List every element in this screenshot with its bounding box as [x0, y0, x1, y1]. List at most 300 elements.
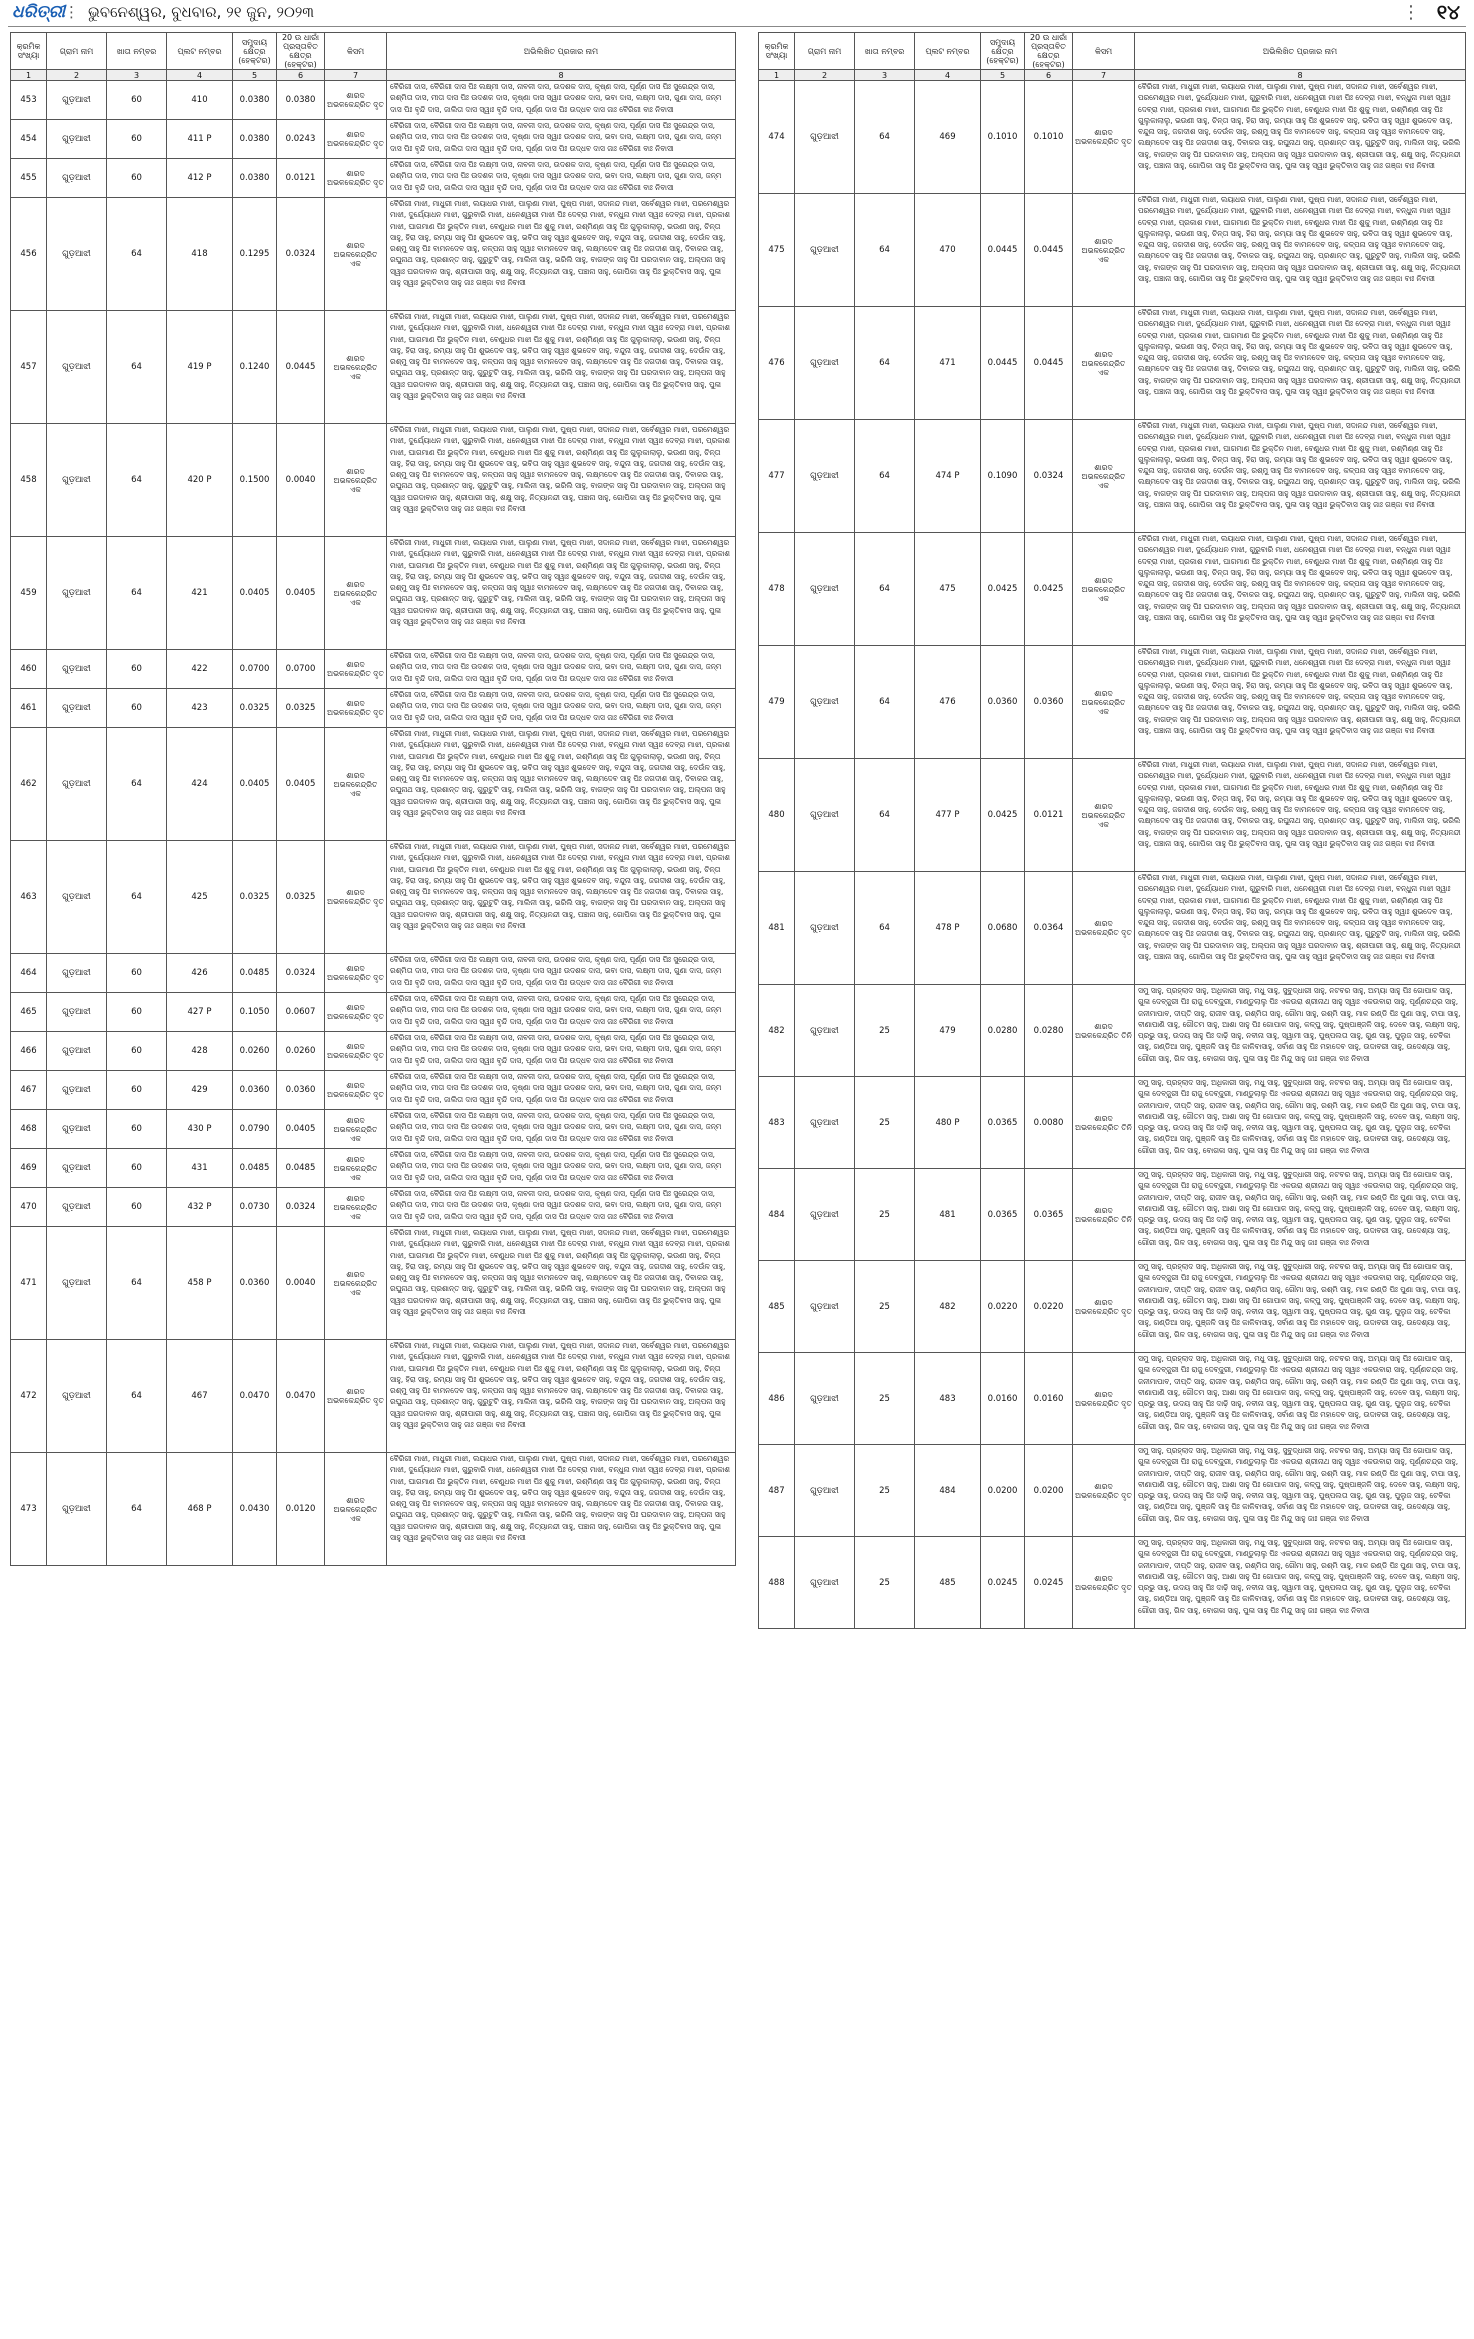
serial-cell: 470	[11, 1188, 47, 1227]
village-cell: ଗୁଡ଼ଆଝୀ	[47, 159, 107, 198]
proposed-area-cell: 0.0325	[277, 689, 325, 728]
serial-cell: 482	[759, 985, 795, 1077]
table-row	[11, 198, 736, 311]
kisam-cell: ଶାରଦ ଅଭଳକେନ୍ଦ୍ରିତ ଏକ	[325, 1110, 387, 1149]
village-cell: ଗୁଡ଼ଆଝୀ	[47, 198, 107, 311]
kisam-cell: ଶାରଦ ଅଭଳକେନ୍ଦ୍ରିତ ଏକ	[325, 1149, 387, 1188]
owners-cell: ସମୁ ସାହୁ, ପ୍ରହ୍ଲାଦ ସାହୁ, ଅଧିକାରୀ ସାହୁ, ମଧୁ ସାହୁ, ସୁବୁଦ୍ଧାରୀ ସାହୁ, ନଟବର ସାହୁ, ଅମ୍ୟା ସାହୁ ପିଃ ଗୋପାଳ ସାହୁ, ଗୁଳା ଦେବ୍ଜୁରୀ ପିଃ ରାଜୁ ଦେବ୍ଜୁରୀ, ମାଣ୍ଡୁଲାଲୁ ପିଃ ଏକଉରା ଶ୍ରୀନାଥ ସାହୁ ସ୍ୱାଃ ଏକଉବାରା ସାହୁ, ପୂର୍ଣ୍ଣଚନ୍ଦ୍ର ସାହୁ, ଜନୀମାପାବ, ଦୀପ୍ତି ସାହୁ, ରାଜୀବ ସାହୁ, ରଶ୍ମିତା ସାହୁ, ଗୌମା ସାହୁ, ରଶ୍ମି ସାହୁ, ମାଳ ରଣ୍ଡି ପିଃ ପୁଣା ସାହୁ, ଟାପା ସାହୁ, ବୀଣାପାଣି ସାହୁ, ଗୌତମ ସାହୁ, ଆଶା ସାହୁ ପିଃ ଗୋପାଳ ସାହୁ, କଳ୍ପୁ ସାହୁ, ପୁଷ୍ପାଞ୍ଜଳି ସାହୁ, ଦେବେ ସାହୁ, ଲକ୍ଷ୍ମୀ ସାହୁ, ପ୍ରଭୁ ସାହୁ, ଉଦୟ ସାହୁ ପିଃ ଦାଢ଼ି ସାହୁ, ନବୀନା ସାହୁ, ସ୍ୱାମୀ ସାହୁ, ପୁଷ୍ପଲତା ସାହୁ, ଗୁଣ ସାହୁ, ପୁଲୁଜ ସାହୁ, ଟେବିକା ସାହୁ, ଗଣ୍ଡିଆ ସାହୁ, ପୁଞ୍ଜଳି ସାହୁ ପିଃ କାଳିବାସାହୁ, ସର୍ବାଣ ସାହୁ ପିଃ ମହାଦେବ ସାହୁ, ଉଦାବରୀ ସାହୁ, ଉଦେଶ୍ୟା ସାହୁ, ଗୌରୀ ସାହୁ, ଗିଳ ସାହୁ, ବୋଗଳା ସାହୁ, ପୁଳା ସାହୁ ପିଃ ମିନ୍ଦୁ ସାହୁ ଜାଃ ଗଞ୍ଜା ବାଃ ନିବାସୀ	[1135, 1445, 1466, 1537]
plot-cell: 479	[915, 985, 981, 1077]
total-area-cell: 0.0405	[233, 537, 277, 650]
header-kisam: କିସମ	[1073, 33, 1135, 70]
plot-cell: 422	[167, 650, 233, 689]
total-area-cell: 0.1240	[233, 311, 277, 424]
table-row	[11, 689, 736, 728]
proposed-area-cell: 0.1010	[1025, 81, 1073, 194]
table-row	[11, 1227, 736, 1340]
village-cell: ଗୁଡ଼ଆଝୀ	[795, 194, 855, 307]
village-cell: ଗୁଡ଼ଆଝୀ	[47, 954, 107, 993]
plot-cell: 471	[915, 307, 981, 420]
khata-cell: 64	[107, 1227, 167, 1340]
table-row	[11, 1188, 736, 1227]
khata-cell: 25	[855, 1445, 915, 1537]
owners-cell: ବୈରିଗୀ ଦାସ, ବୈରିଗୀ ଦାସ ପିଃ ଲକ୍ଷ୍ମୀ ଦାସ, ନାବଳୀ ଦାସ, ଉଦଶକ ଦାସ, କୃଷ୍ଣ ଦାସ, ପୂର୍ଣ୍ଣ ଦାସ ପିଃ ସୁରେନ୍ଦ୍ର ଦାସ, ରଶ୍ମିତା ଦାସ, ମୀତା ଦାସ ପିଃ ଉଦଶକ ଦାସ, କୃଷ୍ଣା ଦାସ ସ୍ୱାଃ ଉଦଶକ ଦାସ, ଭବା ଦାସ, ଲକ୍ଷ୍ମୀ ଦାସ, ଗୁଣା ଦାସ, ଜନ୍ମ ଦାସ ପିଃ ବୃନ୍ଦି ଦାସ, ଜାଲିତା ଦାସ ସ୍ୱାଃ ବୃନ୍ଦି ଦାସ, ପୂର୍ଣ୍ଣ ଦାସ ପିଃ ଉଦ୍ଧବ ଦାସ ଜାଃ ବୈରିଗୀ ବାଃ ନିବାସୀ	[387, 689, 736, 728]
total-area-cell: 0.0425	[981, 759, 1025, 872]
table-row	[11, 993, 736, 1032]
proposed-area-cell: 0.0485	[277, 1149, 325, 1188]
proposed-area-cell: 0.0405	[277, 537, 325, 650]
serial-cell: 468	[11, 1110, 47, 1149]
owners-cell: ସମୁ ସାହୁ, ପ୍ରହ୍ଲାଦ ସାହୁ, ଅଧିକାରୀ ସାହୁ, ମଧୁ ସାହୁ, ସୁବୁଦ୍ଧାରୀ ସାହୁ, ନଟବର ସାହୁ, ଅମ୍ୟା ସାହୁ ପିଃ ଗୋପାଳ ସାହୁ, ଗୁଳା ଦେବ୍ଜୁରୀ ପିଃ ରାଜୁ ଦେବ୍ଜୁରୀ, ମାଣ୍ଡୁଲାଲୁ ପିଃ ଏକଉରା ଶ୍ରୀନାଥ ସାହୁ ସ୍ୱାଃ ଏକଉବାରା ସାହୁ, ପୂର୍ଣ୍ଣଚନ୍ଦ୍ର ସାହୁ, ଜନୀମାପାବ, ଦୀପ୍ତି ସାହୁ, ରାଜୀବ ସାହୁ, ରଶ୍ମିତା ସାହୁ, ଗୌମା ସାହୁ, ରଶ୍ମି ସାହୁ, ମାଳ ରଣ୍ଡି ପିଃ ପୁଣା ସାହୁ, ଟାପା ସାହୁ, ବୀଣାପାଣି ସାହୁ, ଗୌତମ ସାହୁ, ଆଶା ସାହୁ ପିଃ ଗୋପାଳ ସାହୁ, କଳ୍ପୁ ସାହୁ, ପୁଷ୍ପାଞ୍ଜଳି ସାହୁ, ଦେବେ ସାହୁ, ଲକ୍ଷ୍ମୀ ସାହୁ, ପ୍ରଭୁ ସାହୁ, ଉଦୟ ସାହୁ ପିଃ ଦାଢ଼ି ସାହୁ, ନବୀନା ସାହୁ, ସ୍ୱାମୀ ସାହୁ, ପୁଷ୍ପଲତା ସାହୁ, ଗୁଣ ସାହୁ, ପୁଲୁଜ ସାହୁ, ଟେବିକା ସାହୁ, ଗଣ୍ଡିଆ ସାହୁ, ପୁଞ୍ଜଳି ସାହୁ ପିଃ କାଳିବାସାହୁ, ସର୍ବାଣ ସାହୁ ପିଃ ମହାଦେବ ସାହୁ, ଉଦାବରୀ ସାହୁ, ଉଦେଶ୍ୟା ସାହୁ, ଗୌରୀ ସାହୁ, ଗିଳ ସାହୁ, ବୋଗଳା ସାହୁ, ପୁଳା ସାହୁ ପିଃ ମିନ୍ଦୁ ସାହୁ ଜାଃ ଗଞ୍ଜା ବାଃ ନିବାସୀ	[1135, 1077, 1466, 1169]
serial-cell: 476	[759, 307, 795, 420]
newspaper-logo: ଧରିତ୍ରୀ	[12, 2, 66, 22]
serial-cell: 466	[11, 1032, 47, 1071]
owners-cell: ବୈରିଗୀ ଦାସ, ବୈରିଗୀ ଦାସ ପିଃ ଲକ୍ଷ୍ମୀ ଦାସ, ନାବଳୀ ଦାସ, ଉଦଶକ ଦାସ, କୃଷ୍ଣ ଦାସ, ପୂର୍ଣ୍ଣ ଦାସ ପିଃ ସୁରେନ୍ଦ୍ର ଦାସ, ରଶ୍ମିତା ଦାସ, ମୀତା ଦାସ ପିଃ ଉଦଶକ ଦାସ, କୃଷ୍ଣା ଦାସ ସ୍ୱାଃ ଉଦଶକ ଦାସ, ଭବା ଦାସ, ଲକ୍ଷ୍ମୀ ଦାସ, ଗୁଣା ଦାସ, ଜନ୍ମ ଦାସ ପିଃ ବୃନ୍ଦି ଦାସ, ଜାଲିତା ଦାସ ସ୍ୱାଃ ବୃନ୍ଦି ଦାସ, ପୂର୍ଣ୍ଣ ଦାସ ପିଃ ଉଦ୍ଧବ ଦାସ ଜାଃ ବୈରିଗୀ ବାଃ ନିବାସୀ	[387, 993, 736, 1032]
total-area-cell: 0.1090	[981, 420, 1025, 533]
kisam-cell: ଶାରଦ ଅଭଳକେନ୍ଦ୍ରିତ ଏକ	[1073, 533, 1135, 646]
serial-cell: 485	[759, 1261, 795, 1353]
khata-cell: 25	[855, 1077, 915, 1169]
kisam-cell: ଶାରଦ ଅଭଳକେନ୍ଦ୍ରିତ ଏକ	[1073, 420, 1135, 533]
table-row	[759, 1445, 1466, 1537]
kisam-cell: ଶାରଦ ଅଭଳକେନ୍ଦ୍ରିତ ଦୃତ	[325, 159, 387, 198]
serial-cell: 472	[11, 1340, 47, 1453]
village-cell: ଗୁଡ଼ଆଝୀ	[795, 1537, 855, 1629]
village-cell: ଗୁଡ଼ଆଝୀ	[795, 759, 855, 872]
table-row	[759, 81, 1466, 194]
total-area-cell: 0.0380	[233, 159, 277, 198]
serial-cell: 480	[759, 759, 795, 872]
total-area-cell: 0.1050	[233, 993, 277, 1032]
total-area-cell: 0.0485	[233, 1149, 277, 1188]
total-area-cell: 0.0220	[981, 1261, 1025, 1353]
plot-cell: 426	[167, 954, 233, 993]
owners-cell: ସମୁ ସାହୁ, ପ୍ରହ୍ଲାଦ ସାହୁ, ଅଧିକାରୀ ସାହୁ, ମଧୁ ସାହୁ, ସୁବୁଦ୍ଧାରୀ ସାହୁ, ନଟବର ସାହୁ, ଅମ୍ୟା ସାହୁ ପିଃ ଗୋପାଳ ସାହୁ, ଗୁଳା ଦେବ୍ଜୁରୀ ପିଃ ରାଜୁ ଦେବ୍ଜୁରୀ, ମାଣ୍ଡୁଲାଲୁ ପିଃ ଏକଉରା ଶ୍ରୀନାଥ ସାହୁ ସ୍ୱାଃ ଏକଉବାରା ସାହୁ, ପୂର୍ଣ୍ଣଚନ୍ଦ୍ର ସାହୁ, ଜନୀମାପାବ, ଦୀପ୍ତି ସାହୁ, ରାଜୀବ ସାହୁ, ରଶ୍ମିତା ସାହୁ, ଗୌମା ସାହୁ, ରଶ୍ମି ସାହୁ, ମାଳ ରଣ୍ଡି ପିଃ ପୁଣା ସାହୁ, ଟାପା ସାହୁ, ବୀଣାପାଣି ସାହୁ, ଗୌତମ ସାହୁ, ଆଶା ସାହୁ ପିଃ ଗୋପାଳ ସାହୁ, କଳ୍ପୁ ସାହୁ, ପୁଷ୍ପାଞ୍ଜଳି ସାହୁ, ଦେବେ ସାହୁ, ଲକ୍ଷ୍ମୀ ସାହୁ, ପ୍ରଭୁ ସାହୁ, ଉଦୟ ସାହୁ ପିଃ ଦାଢ଼ି ସାହୁ, ନବୀନା ସାହୁ, ସ୍ୱାମୀ ସାହୁ, ପୁଷ୍ପଲତା ସାହୁ, ଗୁଣ ସାହୁ, ପୁଲୁଜ ସାହୁ, ଟେବିକା ସାହୁ, ଗଣ୍ଡିଆ ସାହୁ, ପୁଞ୍ଜଳି ସାହୁ ପିଃ କାଳିବାସାହୁ, ସର୍ବାଣ ସାହୁ ପିଃ ମହାଦେବ ସାହୁ, ଉଦାବରୀ ସାହୁ, ଉଦେଶ୍ୟା ସାହୁ, ଗୌରୀ ସାହୁ, ଗିଳ ସାହୁ, ବୋଗଳା ସାହୁ, ପୁଳା ସାହୁ ପିଃ ମିନ୍ଦୁ ସାହୁ ଜାଃ ଗଞ୍ଜା ବାଃ ନିବାସୀ	[1135, 1261, 1466, 1353]
total-area-cell: 0.0360	[233, 1071, 277, 1110]
serial-cell: 463	[11, 841, 47, 954]
plot-cell: 474 P	[915, 420, 981, 533]
plot-cell: 458 P	[167, 1227, 233, 1340]
village-cell: ଗୁଡ଼ଆଝୀ	[795, 1353, 855, 1445]
khata-cell: 60	[107, 120, 167, 159]
serial-cell: 475	[759, 194, 795, 307]
serial-cell: 453	[11, 81, 47, 120]
proposed-area-cell: 0.0040	[277, 1227, 325, 1340]
header-proposed-area: 20 ଉ ଧାରାଁ ପ୍ରସ୍ତାବିତ କ୍ଷେତ୍ର (ହେକ୍ଟର)	[277, 33, 325, 70]
owners-cell: ସମୁ ସାହୁ, ପ୍ରହ୍ଲାଦ ସାହୁ, ଅଧିକାରୀ ସାହୁ, ମଧୁ ସାହୁ, ସୁବୁଦ୍ଧାରୀ ସାହୁ, ନଟବର ସାହୁ, ଅମ୍ୟା ସାହୁ ପିଃ ଗୋପାଳ ସାହୁ, ଗୁଳା ଦେବ୍ଜୁରୀ ପିଃ ରାଜୁ ଦେବ୍ଜୁରୀ, ମାଣ୍ଡୁଲାଲୁ ପିଃ ଏକଉରା ଶ୍ରୀନାଥ ସାହୁ ସ୍ୱାଃ ଏକଉବାରା ସାହୁ, ପୂର୍ଣ୍ଣଚନ୍ଦ୍ର ସାହୁ, ଜନୀମାପାବ, ଦୀପ୍ତି ସାହୁ, ରାଜୀବ ସାହୁ, ରଶ୍ମିତା ସାହୁ, ଗୌମା ସାହୁ, ରଶ୍ମି ସାହୁ, ମାଳ ରଣ୍ଡି ପିଃ ପୁଣା ସାହୁ, ଟାପା ସାହୁ, ବୀଣାପାଣି ସାହୁ, ଗୌତମ ସାହୁ, ଆଶା ସାହୁ ପିଃ ଗୋପାଳ ସାହୁ, କଳ୍ପୁ ସାହୁ, ପୁଷ୍ପାଞ୍ଜଳି ସାହୁ, ଦେବେ ସାହୁ, ଲକ୍ଷ୍ମୀ ସାହୁ, ପ୍ରଭୁ ସାହୁ, ଉଦୟ ସାହୁ ପିଃ ଦାଢ଼ି ସାହୁ, ନବୀନା ସାହୁ, ସ୍ୱାମୀ ସାହୁ, ପୁଷ୍ପଲତା ସାହୁ, ଗୁଣ ସାହୁ, ପୁଲୁଜ ସାହୁ, ଟେବିକା ସାହୁ, ଗଣ୍ଡିଆ ସାହୁ, ପୁଞ୍ଜଳି ସାହୁ ପିଃ କାଳିବାସାହୁ, ସର୍ବାଣ ସାହୁ ପିଃ ମହାଦେବ ସାହୁ, ଉଦାବରୀ ସାହୁ, ଉଦେଶ୍ୟା ସାହୁ, ଗୌରୀ ସାହୁ, ଗିଳ ସାହୁ, ବୋଗଳା ସାହୁ, ପୁଳା ସାହୁ ପିଃ ମିନ୍ଦୁ ସାହୁ ଜାଃ ଗଞ୍ଜା ବାଃ ନିବାସୀ	[1135, 1537, 1466, 1629]
serial-cell: 484	[759, 1169, 795, 1261]
total-area-cell: 0.0325	[233, 689, 277, 728]
kisam-cell: ଶାରଦ ଅଭଳକେନ୍ଦ୍ରିତ ଏକ	[1073, 646, 1135, 759]
plot-cell: 427 P	[167, 993, 233, 1032]
plot-cell: 423	[167, 689, 233, 728]
table-row	[11, 1340, 736, 1453]
column-number: 2	[795, 70, 855, 81]
khata-cell: 64	[855, 194, 915, 307]
total-area-cell: 0.0730	[233, 1188, 277, 1227]
header-plot: ପ୍ଲଟ ନମ୍ବର	[915, 33, 981, 70]
owners-cell: ବୈରିଗୀ ଦାସ, ବୈରିଗୀ ଦାସ ପିଃ ଲକ୍ଷ୍ମୀ ଦାସ, ନାବଳୀ ଦାସ, ଉଦଶକ ଦାସ, କୃଷ୍ଣ ଦାସ, ପୂର୍ଣ୍ଣ ଦାସ ପିଃ ସୁରେନ୍ଦ୍ର ଦାସ, ରଶ୍ମିତା ଦାସ, ମୀତା ଦାସ ପିଃ ଉଦଶକ ଦାସ, କୃଷ୍ଣା ଦାସ ସ୍ୱାଃ ଉଦଶକ ଦାସ, ଭବା ଦାସ, ଲକ୍ଷ୍ମୀ ଦାସ, ଗୁଣା ଦାସ, ଜନ୍ମ ଦାସ ପିଃ ବୃନ୍ଦି ଦାସ, ଜାଲିତା ଦାସ ସ୍ୱାଃ ବୃନ୍ଦି ଦାସ, ପୂର୍ଣ୍ଣ ଦାସ ପିଃ ଉଦ୍ଧବ ଦାସ ଜାଃ ବୈରିଗୀ ବାଃ ନିବାସୀ	[387, 81, 736, 120]
total-area-cell: 0.0425	[981, 533, 1025, 646]
table-row	[759, 985, 1466, 1077]
masthead	[8, 0, 1466, 27]
khata-cell: 25	[855, 1353, 915, 1445]
total-area-cell: 0.0430	[233, 1453, 277, 1566]
column-number-row	[11, 70, 736, 81]
owners-cell: ବୈରିଗୀ ଦାସ, ବୈରିଗୀ ଦାସ ପିଃ ଲକ୍ଷ୍ମୀ ଦାସ, ନାବଳୀ ଦାସ, ଉଦଶକ ଦାସ, କୃଷ୍ଣ ଦାସ, ପୂର୍ଣ୍ଣ ଦାସ ପିଃ ସୁରେନ୍ଦ୍ର ଦାସ, ରଶ୍ମିତା ଦାସ, ମୀତା ଦାସ ପିଃ ଉଦଶକ ଦାସ, କୃଷ୍ଣା ଦାସ ସ୍ୱାଃ ଉଦଶକ ଦାସ, ଭବା ଦାସ, ଲକ୍ଷ୍ମୀ ଦାସ, ଗୁଣା ଦାସ, ଜନ୍ମ ଦାସ ପିଃ ବୃନ୍ଦି ଦାସ, ଜାଲିତା ଦାସ ସ୍ୱାଃ ବୃନ୍ଦି ଦାସ, ପୂର୍ଣ୍ଣ ଦାସ ପିଃ ଉଦ୍ଧବ ଦାସ ଜାଃ ବୈରିଗୀ ବାଃ ନିବାସୀ	[387, 1032, 736, 1071]
plot-cell: 411 P	[167, 120, 233, 159]
proposed-area-cell: 0.0120	[277, 1453, 325, 1566]
table-row	[759, 1261, 1466, 1353]
serial-cell: 467	[11, 1071, 47, 1110]
proposed-area-cell: 0.0425	[1025, 533, 1073, 646]
khata-cell: 60	[107, 81, 167, 120]
proposed-area-cell: 0.0405	[277, 728, 325, 841]
page-number-separator: ⋮	[1402, 2, 1420, 23]
khata-cell: 25	[855, 985, 915, 1077]
table-row	[759, 759, 1466, 872]
khata-cell: 64	[855, 646, 915, 759]
kisam-cell: ଶାରଦ ଅଭଳକେନ୍ଦ୍ରିତ ଦୃତ	[325, 993, 387, 1032]
serial-cell: 473	[11, 1453, 47, 1566]
village-cell: ଗୁଡ଼ଆଝୀ	[47, 81, 107, 120]
owners-cell: ବୈରିଗୀ ମାଝୀ, ମାଧୁରୀ ମାଝୀ, ଲୟାଧର ମାଝୀ, ପାଲୁଣା ମାଝୀ, ପୁଷ୍ପ ମାଝୀ, ସଦାନନ୍ଦ ମାଝୀ, ସର୍ବେଶ୍ୱର ମାଝୀ, ପରମେଶ୍ୱର ମାଝୀ, ଦୁର୍ଯ୍ୟୋଧନ ମାଝୀ, ଗୁରୁବାରି ମାଝୀ, ଧନେଶ୍ୱରୀ ମାଝୀ ପିଃ ଦେବ୍ରା ମାଝୀ, ବନ୍ଧୁନା ମାଝୀ ସ୍ୱାଃ ଦେବ୍ରା ମାଝୀ, ପ୍ରକାଶ ମାଝୀ, ଘାଗମାଣ ପିଃ ଭୁକ୍ତିନ ମାଝୀ, ବେଣୁଧର ମାଝୀ ପିଃ ଶୁକୁ ମାଝୀ, ରଶ୍ମିଣ୍ଣ ସାହୁ ପିଃ ଗୁଲୁକାଲାଲୁ, ଭଉଣୀ ସାହୁ, ଚିନ୍ତା ସାହୁ, ହିରା ସାହୁ, ରମ୍ୟା ସାହୁ ପିଃ ଶୁଭଦେବ ସାହୁ, ଭବିତା ସାହୁ ସ୍ୱାଃ ଶୁଭଦେବ ସାହୁ, ବନ୍ଦୁନା ସାହୁ, ଜଗଦୀଶ ସାହୁ, ଦେଉଁଳ ସାହୁ, ରଶ୍ମୁ ସାହୁ ପିଃ ବାମନଦେବ ସାହୁ, କଳ୍ପନା ସାହୁ ସ୍ୱାଃ ବାମନଦେବ ସାହୁ, ଲକ୍ଷ୍ମଦେବ ସାହୁ ପିଃ ଜଗଦୀଶ ସାହୁ, ଦିବାକର ସାହୁ, ରଘୁନାଥ ସାହୁ, ପ୍ରଶାନ୍ତ ସାହୁ, ଗୁରୁଟୁଟି ସାହୁ, ମାଲିନୀ ସାହୁ, ଭରିଲି ସାହୁ, ବାଗଙ୍କ ସାହୁ ପିଃ ଘରଦାବାନ ସାହୁ, ଅଲ୍ପନା ସାହୁ ସ୍ୱାଃ ଘରଦାବାନ ସାହୁ, ଶ୍ରୀପାରୀ ସାହୁ, ଶକ୍ଷୁ ସାହୁ, ନିତ୍ୟାନନ୍ଦୀ ସାହୁ, ପଞ୍ଚାନା ସାହୁ, ଗୋପିକା ସାହୁ ପିଃ ଭୁକ୍ତିବାସ ସାହୁ, ପୁଳା ସାହୁ ସ୍ୱାଃ ଭୁକ୍ତିବାସ ସାହୁ ଜାଃ ଗଞ୍ଜା ବାଃ ନିବାସୀ	[1135, 533, 1466, 646]
header-serial: କ୍ରମିକ ସଂଖ୍ୟା	[11, 33, 47, 70]
serial-cell: 474	[759, 81, 795, 194]
serial-cell: 457	[11, 311, 47, 424]
serial-cell: 455	[11, 159, 47, 198]
table-row	[759, 1537, 1466, 1629]
proposed-area-cell: 0.0280	[1025, 985, 1073, 1077]
land-acquisition-table-right	[758, 32, 1466, 1629]
village-cell: ଗୁଡ଼ଆଝୀ	[47, 1110, 107, 1149]
dateline: ଭୁବନେଶ୍ୱର, ବୁଧବାର, ୨୧ ଜୁନ, ୨୦୨୩	[88, 3, 315, 21]
table-row	[11, 81, 736, 120]
owners-cell: ବୈରିଗୀ ଦାସ, ବୈରିଗୀ ଦାସ ପିଃ ଲକ୍ଷ୍ମୀ ଦାସ, ନାବଳୀ ଦାସ, ଉଦଶକ ଦାସ, କୃଷ୍ଣ ଦାସ, ପୂର୍ଣ୍ଣ ଦାସ ପିଃ ସୁରେନ୍ଦ୍ର ଦାସ, ରଶ୍ମିତା ଦାସ, ମୀତା ଦାସ ପିଃ ଉଦଶକ ଦାସ, କୃଷ୍ଣା ଦାସ ସ୍ୱାଃ ଉଦଶକ ଦାସ, ଭବା ଦାସ, ଲକ୍ଷ୍ମୀ ଦାସ, ଗୁଣା ଦାସ, ଜନ୍ମ ଦାସ ପିଃ ବୃନ୍ଦି ଦାସ, ଜାଲିତା ଦାସ ସ୍ୱାଃ ବୃନ୍ଦି ଦାସ, ପୂର୍ଣ୍ଣ ଦାସ ପିଃ ଉଦ୍ଧବ ଦାସ ଜାଃ ବୈରିଗୀ ବାଃ ନିବାସୀ	[387, 1071, 736, 1110]
header-owners: ଅଭିଲିଖିତ ପ୍ରଜାର ନାମ	[1135, 33, 1466, 70]
column-number: 1	[759, 70, 795, 81]
owners-cell: ବୈରିଗୀ ମାଝୀ, ମାଧୁରୀ ମାଝୀ, ଲୟାଧର ମାଝୀ, ପାଲୁଣା ମାଝୀ, ପୁଷ୍ପ ମାଝୀ, ସଦାନନ୍ଦ ମାଝୀ, ସର୍ବେଶ୍ୱର ମାଝୀ, ପରମେଶ୍ୱର ମାଝୀ, ଦୁର୍ଯ୍ୟୋଧନ ମାଝୀ, ଗୁରୁବାରି ମାଝୀ, ଧନେଶ୍ୱରୀ ମାଝୀ ପିଃ ଦେବ୍ରା ମାଝୀ, ବନ୍ଧୁନା ମାଝୀ ସ୍ୱାଃ ଦେବ୍ରା ମାଝୀ, ପ୍ରକାଶ ମାଝୀ, ଘାଗମାଣ ପିଃ ଭୁକ୍ତିନ ମାଝୀ, ବେଣୁଧର ମାଝୀ ପିଃ ଶୁକୁ ମାଝୀ, ରଶ୍ମିଣ୍ଣ ସାହୁ ପିଃ ଗୁଲୁକାଲାଲୁ, ଭଉଣୀ ସାହୁ, ଚିନ୍ତା ସାହୁ, ହିରା ସାହୁ, ରମ୍ୟା ସାହୁ ପିଃ ଶୁଭଦେବ ସାହୁ, ଭବିତା ସାହୁ ସ୍ୱାଃ ଶୁଭଦେବ ସାହୁ, ବନ୍ଦୁନା ସାହୁ, ଜଗଦୀଶ ସାହୁ, ଦେଉଁଳ ସାହୁ, ରଶ୍ମୁ ସାହୁ ପିଃ ବାମନଦେବ ସାହୁ, କଳ୍ପନା ସାହୁ ସ୍ୱାଃ ବାମନଦେବ ସାହୁ, ଲକ୍ଷ୍ମଦେବ ସାହୁ ପିଃ ଜଗଦୀଶ ସାହୁ, ଦିବାକର ସାହୁ, ରଘୁନାଥ ସାହୁ, ପ୍ରଶାନ୍ତ ସାହୁ, ଗୁରୁଟୁଟି ସାହୁ, ମାଲିନୀ ସାହୁ, ଭରିଲି ସାହୁ, ବାଗଙ୍କ ସାହୁ ପିଃ ଘରଦାବାନ ସାହୁ, ଅଲ୍ପନା ସାହୁ ସ୍ୱାଃ ଘରଦାବାନ ସାହୁ, ଶ୍ରୀପାରୀ ସାହୁ, ଶକ୍ଷୁ ସାହୁ, ନିତ୍ୟାନନ୍ଦୀ ସାହୁ, ପଞ୍ଚାନା ସାହୁ, ଗୋପିକା ସାହୁ ପିଃ ଭୁକ୍ତିବାସ ସାହୁ, ପୁଳା ସାହୁ ସ୍ୱାଃ ଭୁକ୍ତିବାସ ସାହୁ ଜାଃ ଗଞ୍ଜା ବାଃ ନିବାସୀ	[1135, 81, 1466, 194]
plot-cell: 469	[915, 81, 981, 194]
owners-cell: ବୈରିଗୀ ମାଝୀ, ମାଧୁରୀ ମାଝୀ, ଲୟାଧର ମାଝୀ, ପାଲୁଣା ମାଝୀ, ପୁଷ୍ପ ମାଝୀ, ସଦାନନ୍ଦ ମାଝୀ, ସର୍ବେଶ୍ୱର ମାଝୀ, ପରମେଶ୍ୱର ମାଝୀ, ଦୁର୍ଯ୍ୟୋଧନ ମାଝୀ, ଗୁରୁବାରି ମାଝୀ, ଧନେଶ୍ୱରୀ ମାଝୀ ପିଃ ଦେବ୍ରା ମାଝୀ, ବନ୍ଧୁନା ମାଝୀ ସ୍ୱାଃ ଦେବ୍ରା ମାଝୀ, ପ୍ରକାଶ ମାଝୀ, ଘାଗମାଣ ପିଃ ଭୁକ୍ତିନ ମାଝୀ, ବେଣୁଧର ମାଝୀ ପିଃ ଶୁକୁ ମାଝୀ, ରଶ୍ମିଣ୍ଣ ସାହୁ ପିଃ ଗୁଲୁକାଲାଲୁ, ଭଉଣୀ ସାହୁ, ଚିନ୍ତା ସାହୁ, ହିରା ସାହୁ, ରମ୍ୟା ସାହୁ ପିଃ ଶୁଭଦେବ ସାହୁ, ଭବିତା ସାହୁ ସ୍ୱାଃ ଶୁଭଦେବ ସାହୁ, ବନ୍ଦୁନା ସାହୁ, ଜଗଦୀଶ ସାହୁ, ଦେଉଁଳ ସାହୁ, ରଶ୍ମୁ ସାହୁ ପିଃ ବାମନଦେବ ସାହୁ, କଳ୍ପନା ସାହୁ ସ୍ୱାଃ ବାମନଦେବ ସାହୁ, ଲକ୍ଷ୍ମଦେବ ସାହୁ ପିଃ ଜଗଦୀଶ ସାହୁ, ଦିବାକର ସାହୁ, ରଘୁନାଥ ସାହୁ, ପ୍ରଶାନ୍ତ ସାହୁ, ଗୁରୁଟୁଟି ସାହୁ, ମାଲିନୀ ସାହୁ, ଭରିଲି ସାହୁ, ବାଗଙ୍କ ସାହୁ ପିଃ ଘରଦାବାନ ସାହୁ, ଅଲ୍ପନା ସାହୁ ସ୍ୱାଃ ଘରଦାବାନ ସାହୁ, ଶ୍ରୀପାରୀ ସାହୁ, ଶକ୍ଷୁ ସାହୁ, ନିତ୍ୟାନନ୍ଦୀ ସାହୁ, ପଞ୍ଚାନା ସାହୁ, ଗୋପିକା ସାହୁ ପିଃ ଭୁକ୍ତିବାସ ସାହୁ, ପୁଳା ସାହୁ ସ୍ୱାଃ ଭୁକ୍ତିବାସ ସାହୁ ଜାଃ ଗଞ୍ଜା ବାଃ ନିବାସୀ	[1135, 194, 1466, 307]
kisam-cell: ଶାରଦ ଅଭଳକେନ୍ଦ୍ରିତ ଏକ	[325, 537, 387, 650]
village-cell: ଗୁଡ଼ଆଝୀ	[47, 728, 107, 841]
kisam-cell: ଶାରଦ ଅଭଳକେନ୍ଦ୍ରିତ ଦୃତ	[325, 81, 387, 120]
kisam-cell: ଶାରଦ ଅଭଳକେନ୍ଦ୍ରିତ ଦୃତ	[325, 120, 387, 159]
village-cell: ଗୁଡ଼ଆଝୀ	[47, 311, 107, 424]
plot-cell: 424	[167, 728, 233, 841]
khata-cell: 64	[107, 311, 167, 424]
khata-cell: 64	[107, 424, 167, 537]
owners-cell: ବୈରିଗୀ ଦାସ, ବୈରିଗୀ ଦାସ ପିଃ ଲକ୍ଷ୍ମୀ ଦାସ, ନାବଳୀ ଦାସ, ଉଦଶକ ଦାସ, କୃଷ୍ଣ ଦାସ, ପୂର୍ଣ୍ଣ ଦାସ ପିଃ ସୁରେନ୍ଦ୍ର ଦାସ, ରଶ୍ମିତା ଦାସ, ମୀତା ଦାସ ପିଃ ଉଦଶକ ଦାସ, କୃଷ୍ଣା ଦାସ ସ୍ୱାଃ ଉଦଶକ ଦାସ, ଭବା ଦାସ, ଲକ୍ଷ୍ମୀ ଦାସ, ଗୁଣା ଦାସ, ଜନ୍ମ ଦାସ ପିଃ ବୃନ୍ଦି ଦାସ, ଜାଲିତା ଦାସ ସ୍ୱାଃ ବୃନ୍ଦି ଦାସ, ପୂର୍ଣ୍ଣ ଦାସ ପିଃ ଉଦ୍ଧବ ଦାସ ଜାଃ ବୈରିଗୀ ବାଃ ନିବାସୀ	[387, 159, 736, 198]
column-number: 4	[167, 70, 233, 81]
village-cell: ଗୁଡ଼ଆଝୀ	[795, 646, 855, 759]
header-village: ଗ୍ରାମ ନାମ	[47, 33, 107, 70]
total-area-cell: 0.0380	[233, 120, 277, 159]
village-cell: ଗୁଡ଼ଆଝୀ	[795, 533, 855, 646]
plot-cell: 421	[167, 537, 233, 650]
khata-cell: 60	[107, 1071, 167, 1110]
table-row	[11, 954, 736, 993]
serial-cell: 486	[759, 1353, 795, 1445]
owners-cell: ବୈରିଗୀ ମାଝୀ, ମାଧୁରୀ ମାଝୀ, ଲୟାଧର ମାଝୀ, ପାଲୁଣା ମାଝୀ, ପୁଷ୍ପ ମାଝୀ, ସଦାନନ୍ଦ ମାଝୀ, ସର୍ବେଶ୍ୱର ମାଝୀ, ପରମେଶ୍ୱର ମାଝୀ, ଦୁର୍ଯ୍ୟୋଧନ ମାଝୀ, ଗୁରୁବାରି ମାଝୀ, ଧନେଶ୍ୱରୀ ମାଝୀ ପିଃ ଦେବ୍ରା ମାଝୀ, ବନ୍ଧୁନା ମାଝୀ ସ୍ୱାଃ ଦେବ୍ରା ମାଝୀ, ପ୍ରକାଶ ମାଝୀ, ଘାଗମାଣ ପିଃ ଭୁକ୍ତିନ ମାଝୀ, ବେଣୁଧର ମାଝୀ ପିଃ ଶୁକୁ ମାଝୀ, ରଶ୍ମିଣ୍ଣ ସାହୁ ପିଃ ଗୁଲୁକାଲାଲୁ, ଭଉଣୀ ସାହୁ, ଚିନ୍ତା ସାହୁ, ହିରା ସାହୁ, ରମ୍ୟା ସାହୁ ପିଃ ଶୁଭଦେବ ସାହୁ, ଭବିତା ସାହୁ ସ୍ୱାଃ ଶୁଭଦେବ ସାହୁ, ବନ୍ଦୁନା ସାହୁ, ଜଗଦୀଶ ସାହୁ, ଦେଉଁଳ ସାହୁ, ରଶ୍ମୁ ସାହୁ ପିଃ ବାମନଦେବ ସାହୁ, କଳ୍ପନା ସାହୁ ସ୍ୱାଃ ବାମନଦେବ ସାହୁ, ଲକ୍ଷ୍ମଦେବ ସାହୁ ପିଃ ଜଗଦୀଶ ସାହୁ, ଦିବାକର ସାହୁ, ରଘୁନାଥ ସାହୁ, ପ୍ରଶାନ୍ତ ସାହୁ, ଗୁରୁଟୁଟି ସାହୁ, ମାଲିନୀ ସାହୁ, ଭରିଲି ସାହୁ, ବାଗଙ୍କ ସାହୁ ପିଃ ଘରଦାବାନ ସାହୁ, ଅଲ୍ପନା ସାହୁ ସ୍ୱାଃ ଘରଦାବାନ ସାହୁ, ଶ୍ରୀପାରୀ ସାହୁ, ଶକ୍ଷୁ ସାହୁ, ନିତ୍ୟାନନ୍ଦୀ ସାହୁ, ପଞ୍ଚାନା ସାହୁ, ଗୋପିକା ସାହୁ ପିଃ ଭୁକ୍ତିବାସ ସାହୁ, ପୁଳା ସାହୁ ସ୍ୱାଃ ଭୁକ୍ତିବାସ ସାହୁ ଜାଃ ଗଞ୍ଜା ବାଃ ନିବାସୀ	[1135, 420, 1466, 533]
kisam-cell: ଶାରଦ ଅଭଳକେନ୍ଦ୍ରିତ ଦୃତ	[1073, 1537, 1135, 1629]
owners-cell: ବୈରିଗୀ ମାଝୀ, ମାଧୁରୀ ମାଝୀ, ଲୟାଧର ମାଝୀ, ପାଲୁଣା ମାଝୀ, ପୁଷ୍ପ ମାଝୀ, ସଦାନନ୍ଦ ମାଝୀ, ସର୍ବେଶ୍ୱର ମାଝୀ, ପରମେଶ୍ୱର ମାଝୀ, ଦୁର୍ଯ୍ୟୋଧନ ମାଝୀ, ଗୁରୁବାରି ମାଝୀ, ଧନେଶ୍ୱରୀ ମାଝୀ ପିଃ ଦେବ୍ରା ମାଝୀ, ବନ୍ଧୁନା ମାଝୀ ସ୍ୱାଃ ଦେବ୍ରା ମାଝୀ, ପ୍ରକାଶ ମାଝୀ, ଘାଗମାଣ ପିଃ ଭୁକ୍ତିନ ମାଝୀ, ବେଣୁଧର ମାଝୀ ପିଃ ଶୁକୁ ମାଝୀ, ରଶ୍ମିଣ୍ଣ ସାହୁ ପିଃ ଗୁଲୁକାଲାଲୁ, ଭଉଣୀ ସାହୁ, ଚିନ୍ତା ସାହୁ, ହିରା ସାହୁ, ରମ୍ୟା ସାହୁ ପିଃ ଶୁଭଦେବ ସାହୁ, ଭବିତା ସାହୁ ସ୍ୱାଃ ଶୁଭଦେବ ସାହୁ, ବନ୍ଦୁନା ସାହୁ, ଜଗଦୀଶ ସାହୁ, ଦେଉଁଳ ସାହୁ, ରଶ୍ମୁ ସାହୁ ପିଃ ବାମନଦେବ ସାହୁ, କଳ୍ପନା ସାହୁ ସ୍ୱାଃ ବାମନଦେବ ସାହୁ, ଲକ୍ଷ୍ମଦେବ ସାହୁ ପିଃ ଜଗଦୀଶ ସାହୁ, ଦିବାକର ସାହୁ, ରଘୁନାଥ ସାହୁ, ପ୍ରଶାନ୍ତ ସାହୁ, ଗୁରୁଟୁଟି ସାହୁ, ମାଲିନୀ ସାହୁ, ଭରିଲି ସାହୁ, ବାଗଙ୍କ ସାହୁ ପିଃ ଘରଦାବାନ ସାହୁ, ଅଲ୍ପନା ସାହୁ ସ୍ୱାଃ ଘରଦାବାନ ସାହୁ, ଶ୍ରୀପାରୀ ସାହୁ, ଶକ୍ଷୁ ସାହୁ, ନିତ୍ୟାନନ୍ଦୀ ସାହୁ, ପଞ୍ଚାନା ସାହୁ, ଗୋପିକା ସାହୁ ପିଃ ଭୁକ୍ତିବାସ ସାହୁ, ପୁଳା ସାହୁ ସ୍ୱାଃ ଭୁକ୍ତିବାସ ସାହୁ ଜାଃ ଗଞ୍ଜା ବାଃ ନିବାସୀ	[387, 1227, 736, 1340]
table-row	[11, 159, 736, 198]
owners-cell: ବୈରିଗୀ ମାଝୀ, ମାଧୁରୀ ମାଝୀ, ଲୟାଧର ମାଝୀ, ପାଲୁଣା ମାଝୀ, ପୁଷ୍ପ ମାଝୀ, ସଦାନନ୍ଦ ମାଝୀ, ସର୍ବେଶ୍ୱର ମାଝୀ, ପରମେଶ୍ୱର ମାଝୀ, ଦୁର୍ଯ୍ୟୋଧନ ମାଝୀ, ଗୁରୁବାରି ମାଝୀ, ଧନେଶ୍ୱରୀ ମାଝୀ ପିଃ ଦେବ୍ରା ମାଝୀ, ବନ୍ଧୁନା ମାଝୀ ସ୍ୱାଃ ଦେବ୍ରା ମାଝୀ, ପ୍ରକାଶ ମାଝୀ, ଘାଗମାଣ ପିଃ ଭୁକ୍ତିନ ମାଝୀ, ବେଣୁଧର ମାଝୀ ପିଃ ଶୁକୁ ମାଝୀ, ରଶ୍ମିଣ୍ଣ ସାହୁ ପିଃ ଗୁଲୁକାଲାଲୁ, ଭଉଣୀ ସାହୁ, ଚିନ୍ତା ସାହୁ, ହିରା ସାହୁ, ରମ୍ୟା ସାହୁ ପିଃ ଶୁଭଦେବ ସାହୁ, ଭବିତା ସାହୁ ସ୍ୱାଃ ଶୁଭଦେବ ସାହୁ, ବନ୍ଦୁନା ସାହୁ, ଜଗଦୀଶ ସାହୁ, ଦେଉଁଳ ସାହୁ, ରଶ୍ମୁ ସାହୁ ପିଃ ବାମନଦେବ ସାହୁ, କଳ୍ପନା ସାହୁ ସ୍ୱାଃ ବାମନଦେବ ସାହୁ, ଲକ୍ଷ୍ମଦେବ ସାହୁ ପିଃ ଜଗଦୀଶ ସାହୁ, ଦିବାକର ସାହୁ, ରଘୁନାଥ ସାହୁ, ପ୍ରଶାନ୍ତ ସାହୁ, ଗୁରୁଟୁଟି ସାହୁ, ମାଲିନୀ ସାହୁ, ଭରିଲି ସାହୁ, ବାଗଙ୍କ ସାହୁ ପିଃ ଘରଦାବାନ ସାହୁ, ଅଲ୍ପନା ସାହୁ ସ୍ୱାଃ ଘରଦାବାନ ସାହୁ, ଶ୍ରୀପାରୀ ସାହୁ, ଶକ୍ଷୁ ସାହୁ, ନିତ୍ୟାନନ୍ଦୀ ସାହୁ, ପଞ୍ଚାନା ସାହୁ, ଗୋପିକା ସାହୁ ପିଃ ଭୁକ୍ତିବାସ ସାହୁ, ପୁଳା ସାହୁ ସ୍ୱାଃ ଭୁକ୍ତିବାସ ସାହୁ ଜାଃ ଗଞ୍ଜା ବାଃ ନିବାସୀ	[387, 311, 736, 424]
table-header-row	[759, 33, 1466, 70]
owners-cell: ବୈରିଗୀ ମାଝୀ, ମାଧୁରୀ ମାଝୀ, ଲୟାଧର ମାଝୀ, ପାଲୁଣା ମାଝୀ, ପୁଷ୍ପ ମାଝୀ, ସଦାନନ୍ଦ ମାଝୀ, ସର୍ବେଶ୍ୱର ମାଝୀ, ପରମେଶ୍ୱର ମାଝୀ, ଦୁର୍ଯ୍ୟୋଧନ ମାଝୀ, ଗୁରୁବାରି ମାଝୀ, ଧନେଶ୍ୱରୀ ମାଝୀ ପିଃ ଦେବ୍ରା ମାଝୀ, ବନ୍ଧୁନା ମାଝୀ ସ୍ୱାଃ ଦେବ୍ରା ମାଝୀ, ପ୍ରକାଶ ମାଝୀ, ଘାଗମାଣ ପିଃ ଭୁକ୍ତିନ ମାଝୀ, ବେଣୁଧର ମାଝୀ ପିଃ ଶୁକୁ ମାଝୀ, ରଶ୍ମିଣ୍ଣ ସାହୁ ପିଃ ଗୁଲୁକାଲାଲୁ, ଭଉଣୀ ସାହୁ, ଚିନ୍ତା ସାହୁ, ହିରା ସାହୁ, ରମ୍ୟା ସାହୁ ପିଃ ଶୁଭଦେବ ସାହୁ, ଭବିତା ସାହୁ ସ୍ୱାଃ ଶୁଭଦେବ ସାହୁ, ବନ୍ଦୁନା ସାହୁ, ଜଗଦୀଶ ସାହୁ, ଦେଉଁଳ ସାହୁ, ରଶ୍ମୁ ସାହୁ ପିଃ ବାମନଦେବ ସାହୁ, କଳ୍ପନା ସାହୁ ସ୍ୱାଃ ବାମନଦେବ ସାହୁ, ଲକ୍ଷ୍ମଦେବ ସାହୁ ପିଃ ଜଗଦୀଶ ସାହୁ, ଦିବାକର ସାହୁ, ରଘୁନାଥ ସାହୁ, ପ୍ରଶାନ୍ତ ସାହୁ, ଗୁରୁଟୁଟି ସାହୁ, ମାଲିନୀ ସାହୁ, ଭରିଲି ସାହୁ, ବାଗଙ୍କ ସାହୁ ପିଃ ଘରଦାବାନ ସାହୁ, ଅଲ୍ପନା ସାହୁ ସ୍ୱାଃ ଘରଦାବାନ ସାହୁ, ଶ୍ରୀପାରୀ ସାହୁ, ଶକ୍ଷୁ ସାହୁ, ନିତ୍ୟାନନ୍ଦୀ ସାହୁ, ପଞ୍ଚାନା ସାହୁ, ଗୋପିକା ସାହୁ ପିଃ ଭୁକ୍ତିବାସ ସାହୁ, ପୁଳା ସାହୁ ସ୍ୱାଃ ଭୁକ୍ତିବାସ ସାହୁ ଜାଃ ଗଞ୍ଜା ବାଃ ନିବାସୀ	[1135, 759, 1466, 872]
table-row	[759, 1077, 1466, 1169]
table-row	[759, 646, 1466, 759]
village-cell: ଗୁଡ଼ଆଝୀ	[795, 872, 855, 985]
village-cell: ଗୁଡ଼ଆଝୀ	[47, 1071, 107, 1110]
proposed-area-cell: 0.0470	[277, 1340, 325, 1453]
kisam-cell: ଶାରଦ ଅଭଳକେନ୍ଦ୍ରିତ ଦୃତ	[325, 1340, 387, 1453]
masthead-separator: ⋮	[64, 3, 79, 21]
khata-cell: 60	[107, 1110, 167, 1149]
column-number: 4	[915, 70, 981, 81]
kisam-cell: ଶାରଦ ଅଭଳକେନ୍ଦ୍ରିତ ଦୃତ	[1073, 1261, 1135, 1353]
total-area-cell: 0.0790	[233, 1110, 277, 1149]
table-row	[759, 194, 1466, 307]
proposed-area-cell: 0.0040	[277, 424, 325, 537]
plot-cell: 470	[915, 194, 981, 307]
village-cell: ଗୁଡ଼ଆଝୀ	[795, 985, 855, 1077]
serial-cell: 488	[759, 1537, 795, 1629]
proposed-area-cell: 0.0324	[277, 954, 325, 993]
plot-cell: 429	[167, 1071, 233, 1110]
proposed-area-cell: 0.0324	[277, 198, 325, 311]
khata-cell: 64	[107, 1340, 167, 1453]
total-area-cell: 0.0360	[981, 646, 1025, 759]
header-serial: କ୍ରମିକ ସଂଖ୍ୟା	[759, 33, 795, 70]
column-number: 3	[107, 70, 167, 81]
kisam-cell: ଶାରଦ ଅଭଳକେନ୍ଦ୍ରିତ ଦୃତ	[1073, 872, 1135, 985]
table-row	[11, 1110, 736, 1149]
proposed-area-cell: 0.0200	[1025, 1445, 1073, 1537]
serial-cell: 462	[11, 728, 47, 841]
table-row	[11, 1453, 736, 1566]
plot-cell: 484	[915, 1445, 981, 1537]
proposed-area-cell: 0.0445	[277, 311, 325, 424]
plot-cell: 412 P	[167, 159, 233, 198]
village-cell: ଗୁଡ଼ଆଝୀ	[47, 1227, 107, 1340]
village-cell: ଗୁଡ଼ଆଝୀ	[795, 420, 855, 533]
total-area-cell: 0.0405	[233, 728, 277, 841]
serial-cell: 487	[759, 1445, 795, 1537]
table-row	[11, 1149, 736, 1188]
khata-cell: 64	[107, 841, 167, 954]
khata-cell: 64	[855, 872, 915, 985]
kisam-cell: ଶାରଦ ଅଭଳକେନ୍ଦ୍ରିତ ଏକ	[325, 311, 387, 424]
total-area-cell: 0.0360	[233, 1227, 277, 1340]
kisam-cell: ଶାରଦ ଅଭଳକେନ୍ଦ୍ରିତ ଦୃତ	[1073, 1353, 1135, 1445]
village-cell: ଗୁଡ଼ଆଝୀ	[47, 841, 107, 954]
proposed-area-cell: 0.0700	[277, 650, 325, 689]
total-area-cell: 0.0365	[981, 1077, 1025, 1169]
kisam-cell: ଶାରଦ ଅଭଳକେନ୍ଦ୍ରିତ ତିନି	[1073, 1169, 1135, 1261]
proposed-area-cell: 0.0360	[277, 1071, 325, 1110]
column-number: 8	[387, 70, 736, 81]
total-area-cell: 0.0280	[981, 985, 1025, 1077]
total-area-cell: 0.0700	[233, 650, 277, 689]
right-table-panel	[758, 32, 1466, 1629]
total-area-cell: 0.0680	[981, 872, 1025, 985]
village-cell: ଗୁଡ଼ଆଝୀ	[47, 1149, 107, 1188]
owners-cell: ସମୁ ସାହୁ, ପ୍ରହ୍ଲାଦ ସାହୁ, ଅଧିକାରୀ ସାହୁ, ମଧୁ ସାହୁ, ସୁବୁଦ୍ଧାରୀ ସାହୁ, ନଟବର ସାହୁ, ଅମ୍ୟା ସାହୁ ପିଃ ଗୋପାଳ ସାହୁ, ଗୁଳା ଦେବ୍ଜୁରୀ ପିଃ ରାଜୁ ଦେବ୍ଜୁରୀ, ମାଣ୍ଡୁଲାଲୁ ପିଃ ଏକଉରା ଶ୍ରୀନାଥ ସାହୁ ସ୍ୱାଃ ଏକଉବାରା ସାହୁ, ପୂର୍ଣ୍ଣଚନ୍ଦ୍ର ସାହୁ, ଜନୀମାପାବ, ଦୀପ୍ତି ସାହୁ, ରାଜୀବ ସାହୁ, ରଶ୍ମିତା ସାହୁ, ଗୌମା ସାହୁ, ରଶ୍ମି ସାହୁ, ମାଳ ରଣ୍ଡି ପିଃ ପୁଣା ସାହୁ, ଟାପା ସାହୁ, ବୀଣାପାଣି ସାହୁ, ଗୌତମ ସାହୁ, ଆଶା ସାହୁ ପିଃ ଗୋପାଳ ସାହୁ, କଳ୍ପୁ ସାହୁ, ପୁଷ୍ପାଞ୍ଜଳି ସାହୁ, ଦେବେ ସାହୁ, ଲକ୍ଷ୍ମୀ ସାହୁ, ପ୍ରଭୁ ସାହୁ, ଉଦୟ ସାହୁ ପିଃ ଦାଢ଼ି ସାହୁ, ନବୀନା ସାହୁ, ସ୍ୱାମୀ ସାହୁ, ପୁଷ୍ପଲତା ସାହୁ, ଗୁଣ ସାହୁ, ପୁଲୁଜ ସାହୁ, ଟେବିକା ସାହୁ, ଗଣ୍ଡିଆ ସାହୁ, ପୁଞ୍ଜଳି ସାହୁ ପିଃ କାଳିବାସାହୁ, ସର୍ବାଣ ସାହୁ ପିଃ ମହାଦେବ ସାହୁ, ଉଦାବରୀ ସାହୁ, ଉଦେଶ୍ୟା ସାହୁ, ଗୌରୀ ସାହୁ, ଗିଳ ସାହୁ, ବୋଗଳା ସାହୁ, ପୁଳା ସାହୁ ପିଃ ମିନ୍ଦୁ ସାହୁ ଜାଃ ଗଞ୍ଜା ବାଃ ନିବାସୀ	[1135, 1353, 1466, 1445]
khata-cell: 60	[107, 689, 167, 728]
serial-cell: 477	[759, 420, 795, 533]
serial-cell: 461	[11, 689, 47, 728]
village-cell: ଗୁଡ଼ଆଝୀ	[47, 120, 107, 159]
proposed-area-cell: 0.0160	[1025, 1353, 1073, 1445]
owners-cell: ବୈରିଗୀ ଦାସ, ବୈରିଗୀ ଦାସ ପିଃ ଲକ୍ଷ୍ମୀ ଦାସ, ନାବଳୀ ଦାସ, ଉଦଶକ ଦାସ, କୃଷ୍ଣ ଦାସ, ପୂର୍ଣ୍ଣ ଦାସ ପିଃ ସୁରେନ୍ଦ୍ର ଦାସ, ରଶ୍ମିତା ଦାସ, ମୀତା ଦାସ ପିଃ ଉଦଶକ ଦାସ, କୃଷ୍ଣା ଦାସ ସ୍ୱାଃ ଉଦଶକ ଦାସ, ଭବା ଦାସ, ଲକ୍ଷ୍ମୀ ଦାସ, ଗୁଣା ଦାସ, ଜନ୍ମ ଦାସ ପିଃ ବୃନ୍ଦି ଦାସ, ଜାଲିତା ଦାସ ସ୍ୱାଃ ବୃନ୍ଦି ଦାସ, ପୂର୍ଣ୍ଣ ଦାସ ପିଃ ଉଦ୍ଧବ ଦାସ ଜାଃ ବୈରିଗୀ ବାଃ ନିବାସୀ	[387, 1110, 736, 1149]
serial-cell: 458	[11, 424, 47, 537]
plot-cell: 425	[167, 841, 233, 954]
khata-cell: 60	[107, 159, 167, 198]
header-owners: ଅଭିଲିଖିତ ପ୍ରଜାର ନାମ	[387, 33, 736, 70]
kisam-cell: ଶାରଦ ଅଭଳକେନ୍ଦ୍ରିତ ତିନି	[1073, 985, 1135, 1077]
column-number-row	[759, 70, 1466, 81]
total-area-cell: 0.0160	[981, 1353, 1025, 1445]
village-cell: ଗୁଡ଼ଆଝୀ	[47, 537, 107, 650]
village-cell: ଗୁଡ଼ଆଝୀ	[47, 424, 107, 537]
plot-cell: 475	[915, 533, 981, 646]
total-area-cell: 0.0325	[233, 841, 277, 954]
proposed-area-cell: 0.0245	[1025, 1537, 1073, 1629]
village-cell: ଗୁଡ଼ଆଝୀ	[795, 307, 855, 420]
column-number: 7	[1073, 70, 1135, 81]
proposed-area-cell: 0.0260	[277, 1032, 325, 1071]
proposed-area-cell: 0.0324	[1025, 420, 1073, 533]
khata-cell: 64	[855, 81, 915, 194]
owners-cell: ବୈରିଗୀ ମାଝୀ, ମାଧୁରୀ ମାଝୀ, ଲୟାଧର ମାଝୀ, ପାଲୁଣା ମାଝୀ, ପୁଷ୍ପ ମାଝୀ, ସଦାନନ୍ଦ ମାଝୀ, ସର୍ବେଶ୍ୱର ମାଝୀ, ପରମେଶ୍ୱର ମାଝୀ, ଦୁର୍ଯ୍ୟୋଧନ ମାଝୀ, ଗୁରୁବାରି ମାଝୀ, ଧନେଶ୍ୱରୀ ମାଝୀ ପିଃ ଦେବ୍ରା ମାଝୀ, ବନ୍ଧୁନା ମାଝୀ ସ୍ୱାଃ ଦେବ୍ରା ମାଝୀ, ପ୍ରକାଶ ମାଝୀ, ଘାଗମାଣ ପିଃ ଭୁକ୍ତିନ ମାଝୀ, ବେଣୁଧର ମାଝୀ ପିଃ ଶୁକୁ ମାଝୀ, ରଶ୍ମିଣ୍ଣ ସାହୁ ପିଃ ଗୁଲୁକାଲାଲୁ, ଭଉଣୀ ସାହୁ, ଚିନ୍ତା ସାହୁ, ହିରା ସାହୁ, ରମ୍ୟା ସାହୁ ପିଃ ଶୁଭଦେବ ସାହୁ, ଭବିତା ସାହୁ ସ୍ୱାଃ ଶୁଭଦେବ ସାହୁ, ବନ୍ଦୁନା ସାହୁ, ଜଗଦୀଶ ସାହୁ, ଦେଉଁଳ ସାହୁ, ରଶ୍ମୁ ସାହୁ ପିଃ ବାମନଦେବ ସାହୁ, କଳ୍ପନା ସାହୁ ସ୍ୱାଃ ବାମନଦେବ ସାହୁ, ଲକ୍ଷ୍ମଦେବ ସାହୁ ପିଃ ଜଗଦୀଶ ସାହୁ, ଦିବାକର ସାହୁ, ରଘୁନାଥ ସାହୁ, ପ୍ରଶାନ୍ତ ସାହୁ, ଗୁରୁଟୁଟି ସାହୁ, ମାଲିନୀ ସାହୁ, ଭରିଲି ସାହୁ, ବାଗଙ୍କ ସାହୁ ପିଃ ଘରଦାବାନ ସାହୁ, ଅଲ୍ପନା ସାହୁ ସ୍ୱାଃ ଘରଦାବାନ ସାହୁ, ଶ୍ରୀପାରୀ ସାହୁ, ଶକ୍ଷୁ ସାହୁ, ନିତ୍ୟାନନ୍ଦୀ ସାହୁ, ପଞ୍ଚାନା ସାହୁ, ଗୋପିକା ସାହୁ ପିଃ ଭୁକ୍ତିବାସ ସାହୁ, ପୁଳା ସାହୁ ସ୍ୱାଃ ଭୁକ୍ତିବାସ ସାହୁ ଜାଃ ଗଞ୍ଜା ବାଃ ନିବାସୀ	[1135, 646, 1466, 759]
khata-cell: 60	[107, 1149, 167, 1188]
total-area-cell: 0.0245	[981, 1537, 1025, 1629]
plot-cell: 477 P	[915, 759, 981, 872]
plot-cell: 432 P	[167, 1188, 233, 1227]
village-cell: ଗୁଡ଼ଆଝୀ	[47, 650, 107, 689]
khata-cell: 60	[107, 1032, 167, 1071]
kisam-cell: ଶାରଦ ଅଭଳକେନ୍ଦ୍ରିତ ଦୃତ	[325, 650, 387, 689]
serial-cell: 459	[11, 537, 47, 650]
village-cell: ଗୁଡ଼ଆଝୀ	[795, 1077, 855, 1169]
owners-cell: ବୈରିଗୀ ମାଝୀ, ମାଧୁରୀ ମାଝୀ, ଲୟାଧର ମାଝୀ, ପାଲୁଣା ମାଝୀ, ପୁଷ୍ପ ମାଝୀ, ସଦାନନ୍ଦ ମାଝୀ, ସର୍ବେଶ୍ୱର ମାଝୀ, ପରମେଶ୍ୱର ମାଝୀ, ଦୁର୍ଯ୍ୟୋଧନ ମାଝୀ, ଗୁରୁବାରି ମାଝୀ, ଧନେଶ୍ୱରୀ ମାଝୀ ପିଃ ଦେବ୍ରା ମାଝୀ, ବନ୍ଧୁନା ମାଝୀ ସ୍ୱାଃ ଦେବ୍ରା ମାଝୀ, ପ୍ରକାଶ ମାଝୀ, ଘାଗମାଣ ପିଃ ଭୁକ୍ତିନ ମାଝୀ, ବେଣୁଧର ମାଝୀ ପିଃ ଶୁକୁ ମାଝୀ, ରଶ୍ମିଣ୍ଣ ସାହୁ ପିଃ ଗୁଲୁକାଲାଲୁ, ଭଉଣୀ ସାହୁ, ଚିନ୍ତା ସାହୁ, ହିରା ସାହୁ, ରମ୍ୟା ସାହୁ ପିଃ ଶୁଭଦେବ ସାହୁ, ଭବିତା ସାହୁ ସ୍ୱାଃ ଶୁଭଦେବ ସାହୁ, ବନ୍ଦୁନା ସାହୁ, ଜଗଦୀଶ ସାହୁ, ଦେଉଁଳ ସାହୁ, ରଶ୍ମୁ ସାହୁ ପିଃ ବାମନଦେବ ସାହୁ, କଳ୍ପନା ସାହୁ ସ୍ୱାଃ ବାମନଦେବ ସାହୁ, ଲକ୍ଷ୍ମଦେବ ସାହୁ ପିଃ ଜଗଦୀଶ ସାହୁ, ଦିବାକର ସାହୁ, ରଘୁନାଥ ସାହୁ, ପ୍ରଶାନ୍ତ ସାହୁ, ଗୁରୁଟୁଟି ସାହୁ, ମାଲିନୀ ସାହୁ, ଭରିଲି ସାହୁ, ବାଗଙ୍କ ସାହୁ ପିଃ ଘରଦାବାନ ସାହୁ, ଅଲ୍ପନା ସାହୁ ସ୍ୱାଃ ଘରଦାବାନ ସାହୁ, ଶ୍ରୀପାରୀ ସାହୁ, ଶକ୍ଷୁ ସାହୁ, ନିତ୍ୟାନନ୍ଦୀ ସାହୁ, ପଞ୍ଚାନା ସାହୁ, ଗୋପିକା ସାହୁ ପିଃ ଭୁକ୍ତିବାସ ସାହୁ, ପୁଳା ସାହୁ ସ୍ୱାଃ ଭୁକ୍ତିବାସ ସାହୁ ଜାଃ ଗଞ୍ଜା ବାଃ ନିବାସୀ	[387, 841, 736, 954]
table-row	[11, 1032, 736, 1071]
kisam-cell: ଶାରଦ ଅଭଳକେନ୍ଦ୍ରିତ ଏକ	[325, 728, 387, 841]
column-number: 7	[325, 70, 387, 81]
kisam-cell: ଶାରଦ ଅଭଳକେନ୍ଦ୍ରିତ ଦୃତ	[325, 841, 387, 954]
column-number: 5	[233, 70, 277, 81]
village-cell: ଗୁଡ଼ଆଝୀ	[47, 1032, 107, 1071]
proposed-area-cell: 0.0380	[277, 81, 325, 120]
table-row	[759, 1169, 1466, 1261]
table-row	[11, 120, 736, 159]
column-number: 6	[1025, 70, 1073, 81]
owners-cell: ବୈରିଗୀ ମାଝୀ, ମାଧୁରୀ ମାଝୀ, ଲୟାଧର ମାଝୀ, ପାଲୁଣା ମାଝୀ, ପୁଷ୍ପ ମାଝୀ, ସଦାନନ୍ଦ ମାଝୀ, ସର୍ବେଶ୍ୱର ମାଝୀ, ପରମେଶ୍ୱର ମାଝୀ, ଦୁର୍ଯ୍ୟୋଧନ ମାଝୀ, ଗୁରୁବାରି ମାଝୀ, ଧନେଶ୍ୱରୀ ମାଝୀ ପିଃ ଦେବ୍ରା ମାଝୀ, ବନ୍ଧୁନା ମାଝୀ ସ୍ୱାଃ ଦେବ୍ରା ମାଝୀ, ପ୍ରକାଶ ମାଝୀ, ଘାଗମାଣ ପିଃ ଭୁକ୍ତିନ ମାଝୀ, ବେଣୁଧର ମାଝୀ ପିଃ ଶୁକୁ ମାଝୀ, ରଶ୍ମିଣ୍ଣ ସାହୁ ପିଃ ଗୁଲୁକାଲାଲୁ, ଭଉଣୀ ସାହୁ, ଚିନ୍ତା ସାହୁ, ହିରା ସାହୁ, ରମ୍ୟା ସାହୁ ପିଃ ଶୁଭଦେବ ସାହୁ, ଭବିତା ସାହୁ ସ୍ୱାଃ ଶୁଭଦେବ ସାହୁ, ବନ୍ଦୁନା ସାହୁ, ଜଗଦୀଶ ସାହୁ, ଦେଉଁଳ ସାହୁ, ରଶ୍ମୁ ସାହୁ ପିଃ ବାମନଦେବ ସାହୁ, କଳ୍ପନା ସାହୁ ସ୍ୱାଃ ବାମନଦେବ ସାହୁ, ଲକ୍ଷ୍ମଦେବ ସାହୁ ପିଃ ଜଗଦୀଶ ସାହୁ, ଦିବାକର ସାହୁ, ରଘୁନାଥ ସାହୁ, ପ୍ରଶାନ୍ତ ସାହୁ, ଗୁରୁଟୁଟି ସାହୁ, ମାଲିନୀ ସାହୁ, ଭରିଲି ସାହୁ, ବାଗଙ୍କ ସାହୁ ପିଃ ଘରଦାବାନ ସାହୁ, ଅଲ୍ପନା ସାହୁ ସ୍ୱାଃ ଘରଦାବାନ ସାହୁ, ଶ୍ରୀପାରୀ ସାହୁ, ଶକ୍ଷୁ ସାହୁ, ନିତ୍ୟାନନ୍ଦୀ ସାହୁ, ପଞ୍ଚାନା ସାହୁ, ଗୋପିକା ସାହୁ ପିଃ ଭୁକ୍ତିବାସ ସାହୁ, ପୁଳା ସାହୁ ସ୍ୱାଃ ଭୁକ୍ତିବାସ ସାହୁ ଜାଃ ଗଞ୍ଜା ବାଃ ନିବାସୀ	[1135, 872, 1466, 985]
table-row	[759, 307, 1466, 420]
header-plot: ପ୍ଲଟ ନମ୍ବର	[167, 33, 233, 70]
owners-cell: ବୈରିଗୀ ମାଝୀ, ମାଧୁରୀ ମାଝୀ, ଲୟାଧର ମାଝୀ, ପାଲୁଣା ମାଝୀ, ପୁଷ୍ପ ମାଝୀ, ସଦାନନ୍ଦ ମାଝୀ, ସର୍ବେଶ୍ୱର ମାଝୀ, ପରମେଶ୍ୱର ମାଝୀ, ଦୁର୍ଯ୍ୟୋଧନ ମାଝୀ, ଗୁରୁବାରି ମାଝୀ, ଧନେଶ୍ୱରୀ ମାଝୀ ପିଃ ଦେବ୍ରା ମାଝୀ, ବନ୍ଧୁନା ମାଝୀ ସ୍ୱାଃ ଦେବ୍ରା ମାଝୀ, ପ୍ରକାଶ ମାଝୀ, ଘାଗମାଣ ପିଃ ଭୁକ୍ତିନ ମାଝୀ, ବେଣୁଧର ମାଝୀ ପିଃ ଶୁକୁ ମାଝୀ, ରଶ୍ମିଣ୍ଣ ସାହୁ ପିଃ ଗୁଲୁକାଲାଲୁ, ଭଉଣୀ ସାହୁ, ଚିନ୍ତା ସାହୁ, ହିରା ସାହୁ, ରମ୍ୟା ସାହୁ ପିଃ ଶୁଭଦେବ ସାହୁ, ଭବିତା ସାହୁ ସ୍ୱାଃ ଶୁଭଦେବ ସାହୁ, ବନ୍ଦୁନା ସାହୁ, ଜଗଦୀଶ ସାହୁ, ଦେଉଁଳ ସାହୁ, ରଶ୍ମୁ ସାହୁ ପିଃ ବାମନଦେବ ସାହୁ, କଳ୍ପନା ସାହୁ ସ୍ୱାଃ ବାମନଦେବ ସାହୁ, ଲକ୍ଷ୍ମଦେବ ସାହୁ ପିଃ ଜଗଦୀଶ ସାହୁ, ଦିବାକର ସାହୁ, ରଘୁନାଥ ସାହୁ, ପ୍ରଶାନ୍ତ ସାହୁ, ଗୁରୁଟୁଟି ସାହୁ, ମାଲିନୀ ସାହୁ, ଭରିଲି ସାହୁ, ବାଗଙ୍କ ସାହୁ ପିଃ ଘରଦାବାନ ସାହୁ, ଅଲ୍ପନା ସାହୁ ସ୍ୱାଃ ଘରଦାବାନ ସାହୁ, ଶ୍ରୀପାରୀ ସାହୁ, ଶକ୍ଷୁ ସାହୁ, ନିତ୍ୟାନନ୍ଦୀ ସାହୁ, ପଞ୍ଚାନା ସାହୁ, ଗୋପିକା ସାହୁ ପିଃ ଭୁକ୍ତିବାସ ସାହୁ, ପୁଳା ସାହୁ ସ୍ୱାଃ ଭୁକ୍ତିବାସ ସାହୁ ଜାଃ ଗଞ୍ଜା ବାଃ ନିବାସୀ	[387, 728, 736, 841]
kisam-cell: ଶାରଦ ଅଭଳକେନ୍ଦ୍ରିତ ଏକ	[325, 1188, 387, 1227]
table-row	[11, 424, 736, 537]
table-row	[11, 841, 736, 954]
table-body	[759, 81, 1466, 1629]
column-number: 3	[855, 70, 915, 81]
village-cell: ଗୁଡ଼ଆଝୀ	[47, 1188, 107, 1227]
serial-cell: 469	[11, 1149, 47, 1188]
plot-cell: 485	[915, 1537, 981, 1629]
plot-cell: 410	[167, 81, 233, 120]
owners-cell: ବୈରିଗୀ ମାଝୀ, ମାଧୁରୀ ମାଝୀ, ଲୟାଧର ମାଝୀ, ପାଲୁଣା ମାଝୀ, ପୁଷ୍ପ ମାଝୀ, ସଦାନନ୍ଦ ମାଝୀ, ସର୍ବେଶ୍ୱର ମାଝୀ, ପରମେଶ୍ୱର ମାଝୀ, ଦୁର୍ଯ୍ୟୋଧନ ମାଝୀ, ଗୁରୁବାରି ମାଝୀ, ଧନେଶ୍ୱରୀ ମାଝୀ ପିଃ ଦେବ୍ରା ମାଝୀ, ବନ୍ଧୁନା ମାଝୀ ସ୍ୱାଃ ଦେବ୍ରା ମାଝୀ, ପ୍ରକାଶ ମାଝୀ, ଘାଗମାଣ ପିଃ ଭୁକ୍ତିନ ମାଝୀ, ବେଣୁଧର ମାଝୀ ପିଃ ଶୁକୁ ମାଝୀ, ରଶ୍ମିଣ୍ଣ ସାହୁ ପିଃ ଗୁଲୁକାଲାଲୁ, ଭଉଣୀ ସାହୁ, ଚିନ୍ତା ସାହୁ, ହିରା ସାହୁ, ରମ୍ୟା ସାହୁ ପିଃ ଶୁଭଦେବ ସାହୁ, ଭବିତା ସାହୁ ସ୍ୱାଃ ଶୁଭଦେବ ସାହୁ, ବନ୍ଦୁନା ସାହୁ, ଜଗଦୀଶ ସାହୁ, ଦେଉଁଳ ସାହୁ, ରଶ୍ମୁ ସାହୁ ପିଃ ବାମନଦେବ ସାହୁ, କଳ୍ପନା ସାହୁ ସ୍ୱାଃ ବାମନଦେବ ସାହୁ, ଲକ୍ଷ୍ମଦେବ ସାହୁ ପିଃ ଜଗଦୀଶ ସାହୁ, ଦିବାକର ସାହୁ, ରଘୁନାଥ ସାହୁ, ପ୍ରଶାନ୍ତ ସାହୁ, ଗୁରୁଟୁଟି ସାହୁ, ମାଲିନୀ ସାହୁ, ଭରିଲି ସାହୁ, ବାଗଙ୍କ ସାହୁ ପିଃ ଘରଦାବାନ ସାହୁ, ଅଲ୍ପନା ସାହୁ ସ୍ୱାଃ ଘରଦାବାନ ସାହୁ, ଶ୍ରୀପାରୀ ସାହୁ, ଶକ୍ଷୁ ସାହୁ, ନିତ୍ୟାନନ୍ଦୀ ସାହୁ, ପଞ୍ଚାନା ସାହୁ, ଗୋପିକା ସାହୁ ପିଃ ଭୁକ୍ତିବାସ ସାହୁ, ପୁଳା ସାହୁ ସ୍ୱାଃ ଭୁକ୍ତିବାସ ସାହୁ ଜାଃ ଗଞ୍ଜା ବାଃ ନିବାସୀ	[1135, 307, 1466, 420]
total-area-cell: 0.0470	[233, 1340, 277, 1453]
owners-cell: ବୈରିଗୀ ଦାସ, ବୈରିଗୀ ଦାସ ପିଃ ଲକ୍ଷ୍ମୀ ଦାସ, ନାବଳୀ ଦାସ, ଉଦଶକ ଦାସ, କୃଷ୍ଣ ଦାସ, ପୂର୍ଣ୍ଣ ଦାସ ପିଃ ସୁରେନ୍ଦ୍ର ଦାସ, ରଶ୍ମିତା ଦାସ, ମୀତା ଦାସ ପିଃ ଉଦଶକ ଦାସ, କୃଷ୍ଣା ଦାସ ସ୍ୱାଃ ଉଦଶକ ଦାସ, ଭବା ଦାସ, ଲକ୍ଷ୍ମୀ ଦାସ, ଗୁଣା ଦାସ, ଜନ୍ମ ଦାସ ପିଃ ବୃନ୍ଦି ଦାସ, ଜାଲିତା ଦାସ ସ୍ୱାଃ ବୃନ୍ଦି ଦାସ, ପୂର୍ଣ୍ଣ ଦାସ ପିଃ ଉଦ୍ଧବ ଦାସ ଜାଃ ବୈରିଗୀ ବାଃ ନିବାସୀ	[387, 954, 736, 993]
village-cell: ଗୁଡ଼ଆଝୀ	[47, 993, 107, 1032]
khata-cell: 64	[107, 1453, 167, 1566]
kisam-cell: ଶାରଦ ଅଭଳକେନ୍ଦ୍ରିତ ଦୃତ	[1073, 1445, 1135, 1537]
khata-cell: 64	[855, 420, 915, 533]
khata-cell: 64	[855, 533, 915, 646]
village-cell: ଗୁଡ଼ଆଝୀ	[795, 1261, 855, 1353]
owners-cell: ବୈରିଗୀ ଦାସ, ବୈରିଗୀ ଦାସ ପିଃ ଲକ୍ଷ୍ମୀ ଦାସ, ନାବଳୀ ଦାସ, ଉଦଶକ ଦାସ, କୃଷ୍ଣ ଦାସ, ପୂର୍ଣ୍ଣ ଦାସ ପିଃ ସୁରେନ୍ଦ୍ର ଦାସ, ରଶ୍ମିତା ଦାସ, ମୀତା ଦାସ ପିଃ ଉଦଶକ ଦାସ, କୃଷ୍ଣା ଦାସ ସ୍ୱାଃ ଉଦଶକ ଦାସ, ଭବା ଦାସ, ଲକ୍ଷ୍ମୀ ଦାସ, ଗୁଣା ଦାସ, ଜନ୍ମ ଦାସ ପିଃ ବୃନ୍ଦି ଦାସ, ଜାଲିତା ଦାସ ସ୍ୱାଃ ବୃନ୍ଦି ଦାସ, ପୂର୍ଣ୍ଣ ଦାସ ପିଃ ଉଦ୍ଧବ ଦାସ ଜାଃ ବୈରିଗୀ ବାଃ ନିବାସୀ	[387, 1149, 736, 1188]
proposed-area-cell: 0.0445	[1025, 194, 1073, 307]
table-row	[11, 650, 736, 689]
serial-cell: 454	[11, 120, 47, 159]
owners-cell: ବୈରିଗୀ ମାଝୀ, ମାଧୁରୀ ମାଝୀ, ଲୟାଧର ମାଝୀ, ପାଲୁଣା ମାଝୀ, ପୁଷ୍ପ ମାଝୀ, ସଦାନନ୍ଦ ମାଝୀ, ସର୍ବେଶ୍ୱର ମାଝୀ, ପରମେଶ୍ୱର ମାଝୀ, ଦୁର୍ଯ୍ୟୋଧନ ମାଝୀ, ଗୁରୁବାରି ମାଝୀ, ଧନେଶ୍ୱରୀ ମାଝୀ ପିଃ ଦେବ୍ରା ମାଝୀ, ବନ୍ଧୁନା ମାଝୀ ସ୍ୱାଃ ଦେବ୍ରା ମାଝୀ, ପ୍ରକାଶ ମାଝୀ, ଘାଗମାଣ ପିଃ ଭୁକ୍ତିନ ମାଝୀ, ବେଣୁଧର ମାଝୀ ପିଃ ଶୁକୁ ମାଝୀ, ରଶ୍ମିଣ୍ଣ ସାହୁ ପିଃ ଗୁଲୁକାଲାଲୁ, ଭଉଣୀ ସାହୁ, ଚିନ୍ତା ସାହୁ, ହିରା ସାହୁ, ରମ୍ୟା ସାହୁ ପିଃ ଶୁଭଦେବ ସାହୁ, ଭବିତା ସାହୁ ସ୍ୱାଃ ଶୁଭଦେବ ସାହୁ, ବନ୍ଦୁନା ସାହୁ, ଜଗଦୀଶ ସାହୁ, ଦେଉଁଳ ସାହୁ, ରଶ୍ମୁ ସାହୁ ପିଃ ବାମନଦେବ ସାହୁ, କଳ୍ପନା ସାହୁ ସ୍ୱାଃ ବାମନଦେବ ସାହୁ, ଲକ୍ଷ୍ମଦେବ ସାହୁ ପିଃ ଜଗଦୀଶ ସାହୁ, ଦିବାକର ସାହୁ, ରଘୁନାଥ ସାହୁ, ପ୍ରଶାନ୍ତ ସାହୁ, ଗୁରୁଟୁଟି ସାହୁ, ମାଲିନୀ ସାହୁ, ଭରିଲି ସାହୁ, ବାଗଙ୍କ ସାହୁ ପିଃ ଘରଦାବାନ ସାହୁ, ଅଲ୍ପନା ସାହୁ ସ୍ୱାଃ ଘରଦାବାନ ସାହୁ, ଶ୍ରୀପାରୀ ସାହୁ, ଶକ୍ଷୁ ସାହୁ, ନିତ୍ୟାନନ୍ଦୀ ସାହୁ, ପଞ୍ଚାନା ସାହୁ, ଗୋପିକା ସାହୁ ପିଃ ଭୁକ୍ତିବାସ ସାହୁ, ପୁଳା ସାହୁ ସ୍ୱାଃ ଭୁକ୍ତିବାସ ସାହୁ ଜାଃ ଗଞ୍ଜା ବାଃ ନିବାସୀ	[387, 1340, 736, 1453]
column-number: 1	[11, 70, 47, 81]
serial-cell: 456	[11, 198, 47, 311]
plot-cell: 478 P	[915, 872, 981, 985]
kisam-cell: ଶାରଦ ଅଭଳକେନ୍ଦ୍ରିତ ଏକ	[325, 1453, 387, 1566]
total-area-cell: 0.1500	[233, 424, 277, 537]
kisam-cell: ଶାରଦ ଅଭଳକେନ୍ଦ୍ରିତ ଦୃତ	[1073, 81, 1135, 194]
proposed-area-cell: 0.0364	[1025, 872, 1073, 985]
khata-cell: 60	[107, 954, 167, 993]
land-acquisition-table-left	[10, 32, 736, 1566]
header-khata: ଖାତା ନମ୍ବର	[107, 33, 167, 70]
khata-cell: 25	[855, 1169, 915, 1261]
plot-cell: 480 P	[915, 1077, 981, 1169]
owners-cell: ସମୁ ସାହୁ, ପ୍ରହ୍ଲାଦ ସାହୁ, ଅଧିକାରୀ ସାହୁ, ମଧୁ ସାହୁ, ସୁବୁଦ୍ଧାରୀ ସାହୁ, ନଟବର ସାହୁ, ଅମ୍ୟା ସାହୁ ପିଃ ଗୋପାଳ ସାହୁ, ଗୁଳା ଦେବ୍ଜୁରୀ ପିଃ ରାଜୁ ଦେବ୍ଜୁରୀ, ମାଣ୍ଡୁଲାଲୁ ପିଃ ଏକଉରା ଶ୍ରୀନାଥ ସାହୁ ସ୍ୱାଃ ଏକଉବାରା ସାହୁ, ପୂର୍ଣ୍ଣଚନ୍ଦ୍ର ସାହୁ, ଜନୀମାପାବ, ଦୀପ୍ତି ସାହୁ, ରାଜୀବ ସାହୁ, ରଶ୍ମିତା ସାହୁ, ଗୌମା ସାହୁ, ରଶ୍ମି ସାହୁ, ମାଳ ରଣ୍ଡି ପିଃ ପୁଣା ସାହୁ, ଟାପା ସାହୁ, ବୀଣାପାଣି ସାହୁ, ଗୌତମ ସାହୁ, ଆଶା ସାହୁ ପିଃ ଗୋପାଳ ସାହୁ, କଳ୍ପୁ ସାହୁ, ପୁଷ୍ପାଞ୍ଜଳି ସାହୁ, ଦେବେ ସାହୁ, ଲକ୍ଷ୍ମୀ ସାହୁ, ପ୍ରଭୁ ସାହୁ, ଉଦୟ ସାହୁ ପିଃ ଦାଢ଼ି ସାହୁ, ନବୀନା ସାହୁ, ସ୍ୱାମୀ ସାହୁ, ପୁଷ୍ପଲତା ସାହୁ, ଗୁଣ ସାହୁ, ପୁଲୁଜ ସାହୁ, ଟେବିକା ସାହୁ, ଗଣ୍ଡିଆ ସାହୁ, ପୁଞ୍ଜଳି ସାହୁ ପିଃ କାଳିବାସାହୁ, ସର୍ବାଣ ସାହୁ ପିଃ ମହାଦେବ ସାହୁ, ଉଦାବରୀ ସାହୁ, ଉଦେଶ୍ୟା ସାହୁ, ଗୌରୀ ସାହୁ, ଗିଳ ସାହୁ, ବୋଗଳା ସାହୁ, ପୁଳା ସାହୁ ପିଃ ମିନ୍ଦୁ ସାହୁ ଜାଃ ଗଞ୍ଜା ବାଃ ନିବାସୀ	[1135, 985, 1466, 1077]
total-area-cell: 0.0365	[981, 1169, 1025, 1261]
owners-cell: ବୈରିଗୀ ଦାସ, ବୈରିଗୀ ଦାସ ପିଃ ଲକ୍ଷ୍ମୀ ଦାସ, ନାବଳୀ ଦାସ, ଉଦଶକ ଦାସ, କୃଷ୍ଣ ଦାସ, ପୂର୍ଣ୍ଣ ଦାସ ପିଃ ସୁରେନ୍ଦ୍ର ଦାସ, ରଶ୍ମିତା ଦାସ, ମୀତା ଦାସ ପିଃ ଉଦଶକ ଦାସ, କୃଷ୍ଣା ଦାସ ସ୍ୱାଃ ଉଦଶକ ଦାସ, ଭବା ଦାସ, ଲକ୍ଷ୍ମୀ ଦାସ, ଗୁଣା ଦାସ, ଜନ୍ମ ଦାସ ପିଃ ବୃନ୍ଦି ଦାସ, ଜାଲିତା ଦାସ ସ୍ୱାଃ ବୃନ୍ଦି ଦାସ, ପୂର୍ଣ୍ଣ ଦାସ ପିଃ ଉଦ୍ଧବ ଦାସ ଜାଃ ବୈରିଗୀ ବାଃ ନିବାସୀ	[387, 1188, 736, 1227]
header-total-area: ସମୁଦାୟ କ୍ଷେତ୍ର (ହେକ୍ଟର)	[233, 33, 277, 70]
serial-cell: 478	[759, 533, 795, 646]
proposed-area-cell: 0.0324	[277, 1188, 325, 1227]
column-number: 5	[981, 70, 1025, 81]
khata-cell: 25	[855, 1537, 915, 1629]
table-body	[11, 81, 736, 1566]
owners-cell: ବୈରିଗୀ ଦାସ, ବୈରିଗୀ ଦାସ ପିଃ ଲକ୍ଷ୍ମୀ ଦାସ, ନାବଳୀ ଦାସ, ଉଦଶକ ଦାସ, କୃଷ୍ଣ ଦାସ, ପୂର୍ଣ୍ଣ ଦାସ ପିଃ ସୁରେନ୍ଦ୍ର ଦାସ, ରଶ୍ମିତା ଦାସ, ମୀତା ଦାସ ପିଃ ଉଦଶକ ଦାସ, କୃଷ୍ଣା ଦାସ ସ୍ୱାଃ ଉଦଶକ ଦାସ, ଭବା ଦାସ, ଲକ୍ଷ୍ମୀ ଦାସ, ଗୁଣା ଦାସ, ଜନ୍ମ ଦାସ ପିଃ ବୃନ୍ଦି ଦାସ, ଜାଲିତା ଦାସ ସ୍ୱାଃ ବୃନ୍ଦି ଦାସ, ପୂର୍ଣ୍ଣ ଦାସ ପିଃ ଉଦ୍ଧବ ଦାସ ଜାଃ ବୈରିଗୀ ବାଃ ନିବାସୀ	[387, 650, 736, 689]
plot-cell: 431	[167, 1149, 233, 1188]
khata-cell: 64	[855, 759, 915, 872]
kisam-cell: ଶାରଦ ଅଭଳକେନ୍ଦ୍ରିତ ଏକ	[325, 424, 387, 537]
village-cell: ଗୁଡ଼ଆଝୀ	[47, 689, 107, 728]
kisam-cell: ଶାରଦ ଅଭଳକେନ୍ଦ୍ରିତ ଦୃତ	[325, 954, 387, 993]
proposed-area-cell: 0.0121	[277, 159, 325, 198]
total-area-cell: 0.0260	[233, 1032, 277, 1071]
total-area-cell: 0.0200	[981, 1445, 1025, 1537]
column-number: 6	[277, 70, 325, 81]
plot-cell: 476	[915, 646, 981, 759]
serial-cell: 471	[11, 1227, 47, 1340]
proposed-area-cell: 0.0080	[1025, 1077, 1073, 1169]
plot-cell: 430 P	[167, 1110, 233, 1149]
serial-cell: 460	[11, 650, 47, 689]
proposed-area-cell: 0.0365	[1025, 1169, 1073, 1261]
proposed-area-cell: 0.0325	[277, 841, 325, 954]
plot-cell: 482	[915, 1261, 981, 1353]
